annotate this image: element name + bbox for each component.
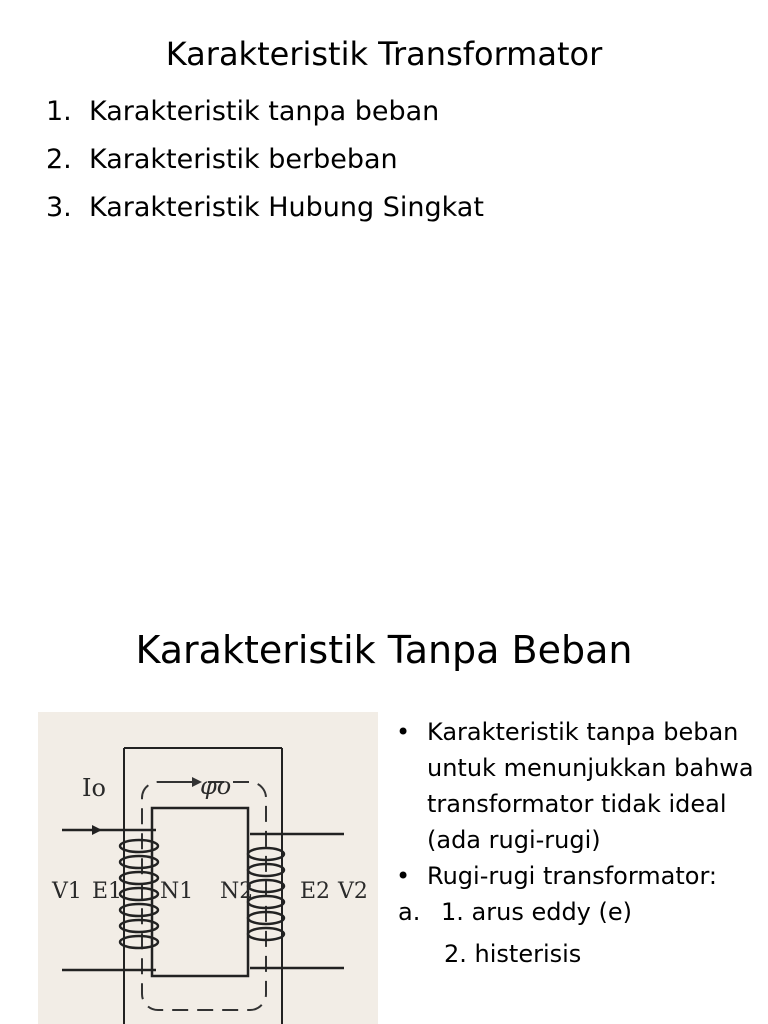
bullet-item (394, 714, 768, 858)
list-item (46, 184, 484, 232)
sub-list-item (394, 894, 768, 930)
characteristics-list (46, 88, 484, 232)
secondary-emf-label: E2 (300, 879, 331, 904)
list-number: 3. (46, 192, 72, 223)
bullet-item (394, 858, 768, 894)
list-item (46, 136, 484, 184)
flux-label: φo (200, 772, 232, 800)
sub-list-text: 1. arus eddy (e) (441, 898, 633, 926)
secondary-voltage-label: V2 (338, 879, 368, 904)
primary-voltage-label: V1 (52, 879, 82, 904)
list-number: 1. (46, 96, 72, 127)
current-arrow-head (92, 825, 102, 835)
sub-list-text: 2. histerisis (444, 940, 582, 968)
list-text: Karakteristik Hubung Singkat (89, 192, 484, 223)
transformer-diagram-svg (38, 712, 378, 1024)
list-text: Karakteristik berbeban (89, 144, 398, 175)
explanation-bullets (394, 714, 768, 972)
current-label: Io (82, 774, 106, 802)
bullet-marker: • (396, 862, 411, 890)
list-item (46, 88, 484, 136)
transformer-diagram (38, 712, 378, 1024)
bullet-marker: • (396, 718, 411, 746)
secondary-turns-label: N2 (220, 879, 254, 904)
list-number: 2. (46, 144, 72, 175)
list-text: Karakteristik tanpa beban (89, 96, 440, 127)
primary-emf-label: E1 (92, 879, 123, 904)
slide-2-title: Karakteristik Tanpa Beban (135, 628, 633, 672)
primary-turns-label: N1 (160, 879, 194, 904)
sub-list-letter: a. (398, 898, 421, 926)
slide-1-title: Karakteristik Transformator (165, 35, 603, 73)
bullet-text: Rugi-rugi transformator: (427, 862, 717, 890)
sub-list-item (394, 936, 768, 972)
bullet-text: Karakteristik tanpa beban untuk menunjukkan bahwa transformator tidak ideal (ada rugi-rugi) (427, 718, 754, 854)
